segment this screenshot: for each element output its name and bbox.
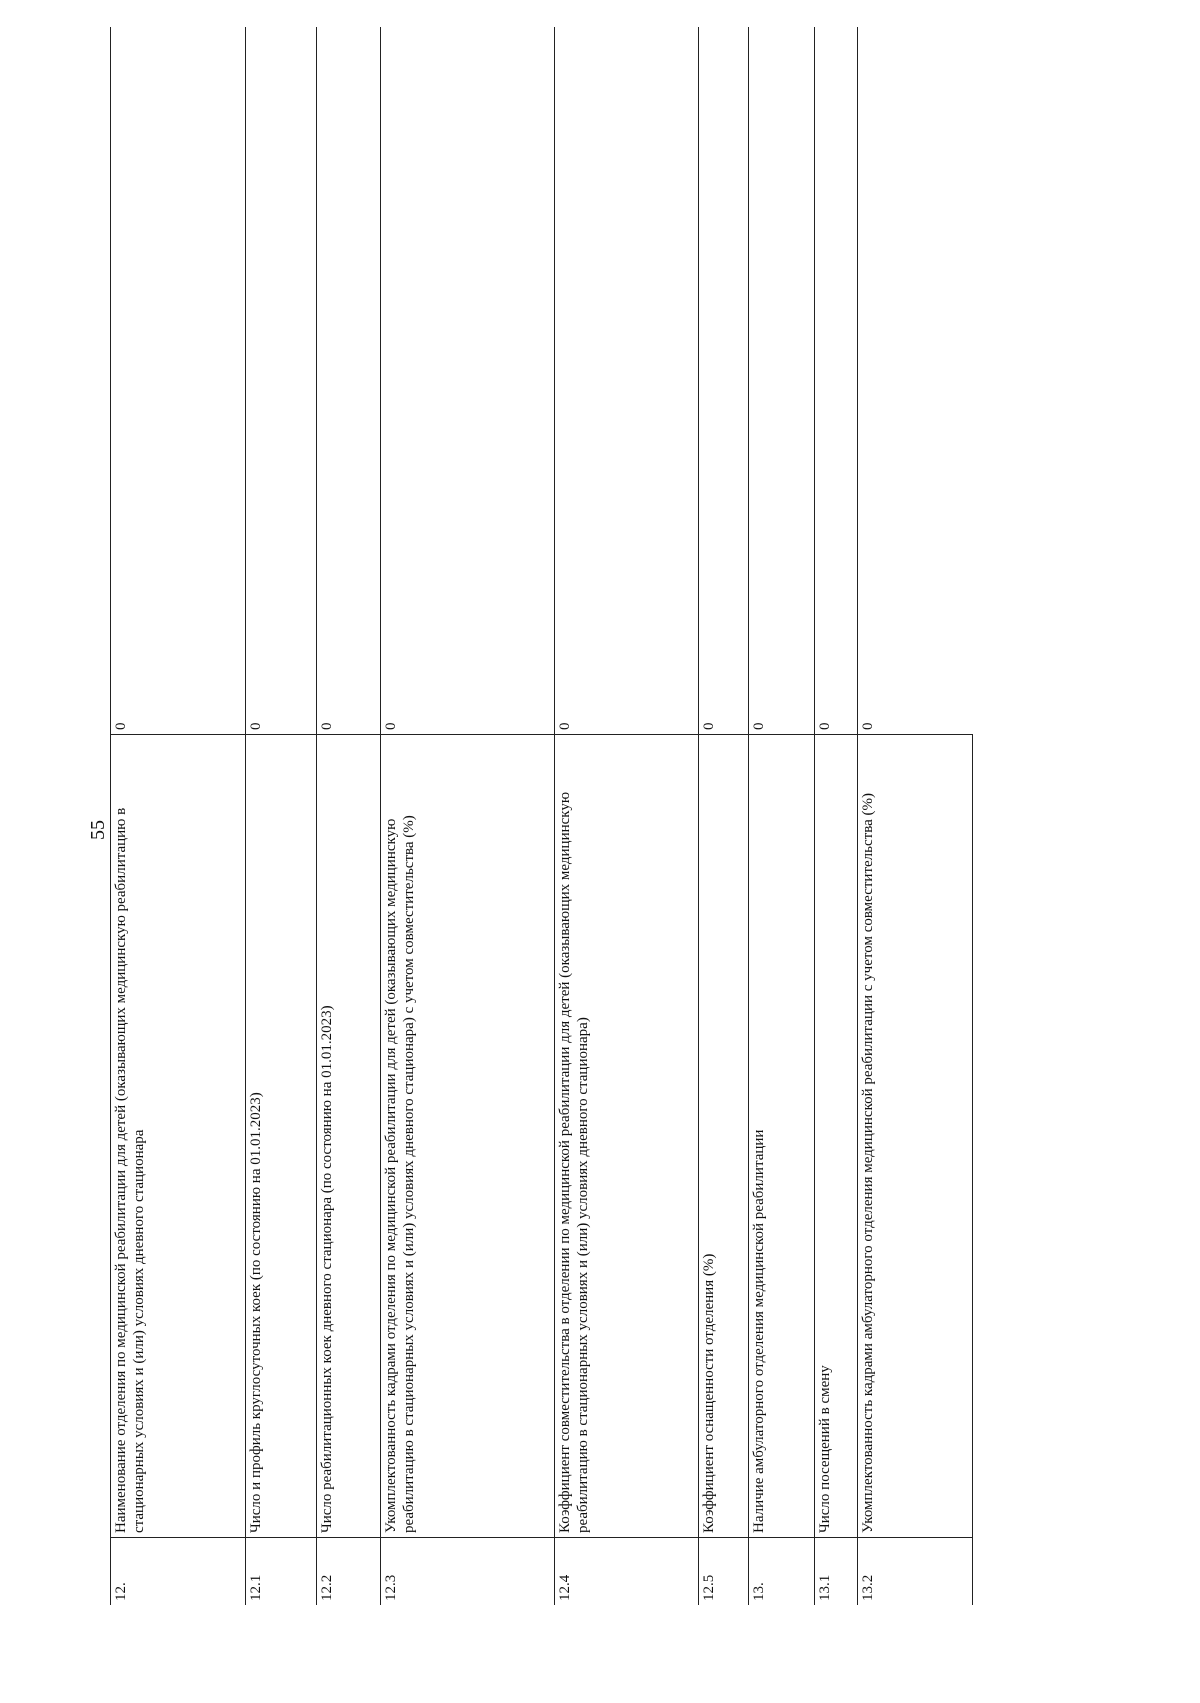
row-indicator: Укомплектованность кадрами отделения по медицинской реабилитации для детей (оказывающих медицинскую реабилитацию в стационарных условиях и (или) условиях дневного стационара) с учетом совместительства (%)	[381, 735, 555, 1538]
row-value: 0	[111, 27, 246, 735]
rotated-page-content	[110, 50, 1054, 1605]
table-row	[246, 27, 317, 1605]
table-row	[699, 27, 749, 1605]
row-indicator: Укомплектованность кадрами амбулаторного отделения медицинской реабилитации с учетом совместительства (%)	[858, 735, 973, 1538]
row-number: 13.	[749, 1538, 815, 1606]
row-indicator: Число посещений в смену	[815, 735, 858, 1538]
row-value: 0	[246, 27, 317, 735]
indicators-table	[110, 27, 973, 1605]
row-number: 12.2	[317, 1538, 381, 1606]
table-row	[555, 27, 699, 1605]
row-indicator: Число и профиль круглосуточных коек (по состоянию на 01.01.2023)	[246, 735, 317, 1538]
row-value: 0	[555, 27, 699, 735]
row-number: 13.1	[815, 1538, 858, 1606]
row-number: 12.3	[381, 1538, 555, 1606]
row-indicator: Коэффициент совместительства в отделении по медицинской реабилитации для детей (оказывающих медицинскую реабилитацию в стационарных условиях и (или) условиях дневного стационара)	[555, 735, 699, 1538]
table-row	[111, 27, 246, 1605]
row-indicator: Наличие амбулаторного отделения медицинской реабилитации	[749, 735, 815, 1538]
row-value: 0	[699, 27, 749, 735]
row-indicator: Коэффициент оснащенности отделения (%)	[699, 735, 749, 1538]
row-value: 0	[858, 27, 973, 735]
table-row	[317, 27, 381, 1605]
row-number: 12.5	[699, 1538, 749, 1606]
table-row	[815, 27, 858, 1605]
row-indicator: Наименование отделения по медицинской реабилитации для детей (оказывающих медицинскую реабилитацию в стационарных условиях и (или) условиях дневного стационара	[111, 735, 246, 1538]
row-number: 12.1	[246, 1538, 317, 1606]
row-number: 12.	[111, 1538, 246, 1606]
row-number: 12.4	[555, 1538, 699, 1606]
page-number: 55	[87, 820, 109, 840]
row-value: 0	[317, 27, 381, 735]
table-row	[858, 27, 973, 1605]
row-indicator: Число реабилитационных коек дневного стационара (по состоянию на 01.01.2023)	[317, 735, 381, 1538]
row-value: 0	[815, 27, 858, 735]
row-value: 0	[381, 27, 555, 735]
row-number: 13.2	[858, 1538, 973, 1606]
table-row	[381, 27, 555, 1605]
row-value: 0	[749, 27, 815, 735]
table-row	[749, 27, 815, 1605]
